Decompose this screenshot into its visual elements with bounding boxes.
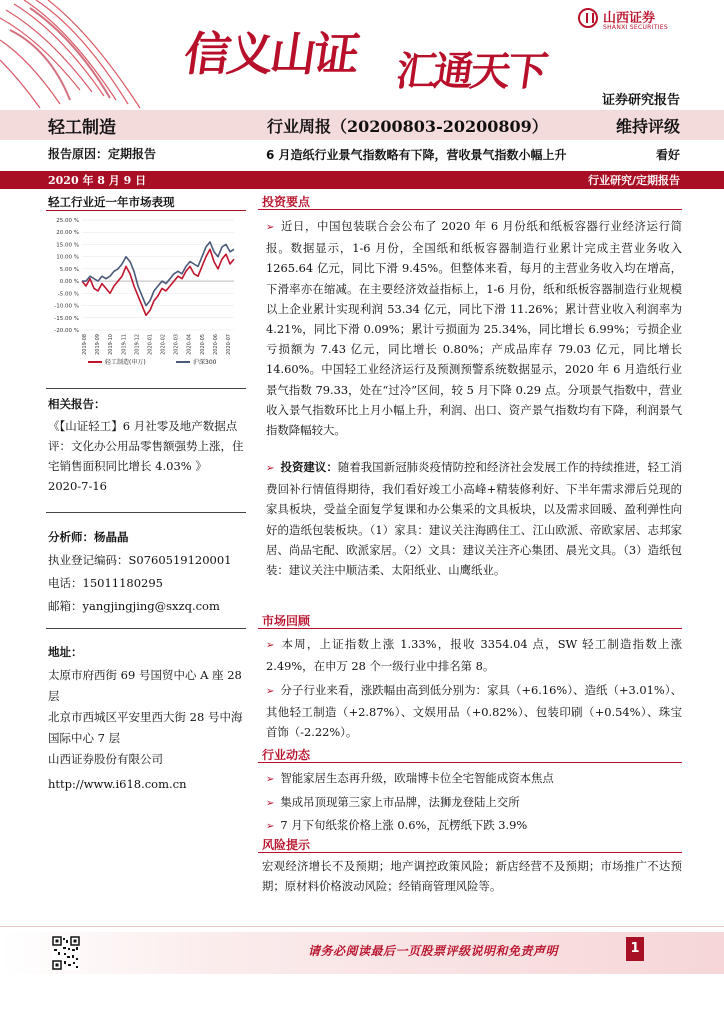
section-dynamics-head: 行业动态 xyxy=(262,748,311,762)
market-text-1: 本周，上证指数上涨 1.33%，报收 3354.04 点，SW 轻工制造指数上涨 2.49%，在申万 28 个一级行业中排名第 8。 xyxy=(266,637,682,674)
chart-x-tick-label: 2020-03 xyxy=(173,334,180,355)
chart-title: 轻工行业近一年市场表现 xyxy=(48,195,175,209)
chart-y-tick-label: -20.00 % xyxy=(54,328,79,334)
slogan-part2: 汇通天下 xyxy=(393,49,548,95)
market-performance-chart xyxy=(46,212,246,372)
invest-text-1: 近日，中国包装联合会公布了 2020 年 6 月份纸和纸板容器行业经济运行简报。数据显示，1-6 月份，全国纸和纸板容器制造行业累计完成主营业务收入 1265.64 亿元，同比下滑 9.45%。但整体来看，每月的主营业务收入均在增高，下滑率亦在缩减。在主要经济效益指标上，1-6 月份，纸和纸板容器制造行业规模以上企业累计实现利润 53.34 亿元，同比下滑 11.26%；累计营业收入利润率为 4.21%，同比下滑 0.09%；累计亏损面为 25.34%，同比增长 6.99%；亏损企业亏损额为 7.43 亿元，同比增长 0.80%；产成品库存 79.03 亿元，同比增长 14.60%。中国轻工业经济运行及预测预警系统数据显示，2020 年 6 月造纸行业景气指数 79.33，处在“过冷”区间，较 5 月下降 0.29 点。分项景气指数中，营业收入景气指数环比上月小幅上升，利润、出口、资产景气指数均有下降，利润景气指数降幅较大。 xyxy=(266,219,682,438)
license-number: 执业登记编码：S0760519120001 xyxy=(48,553,232,567)
report-category: 行业研究/定期报告 xyxy=(587,174,680,187)
page-number: 1 xyxy=(626,937,644,961)
invest-paragraph-1 xyxy=(266,216,682,440)
arrow-bullet-icon: ➢ xyxy=(266,774,275,785)
risk-text: 宏观经济增长不及预期；地产调控政策风险；新店经营不及预期；市场推广不达预期；原材料价格波动风险；经销商管理风险等。 xyxy=(262,859,682,894)
sidebar-rule-2 xyxy=(46,512,246,513)
chart-y-tick-label: 5.00 % xyxy=(59,266,79,273)
chart-x-tick-label: 2019-09 xyxy=(95,334,102,355)
report-title: 行业周报（20200803-20200809） xyxy=(267,117,548,136)
chart-y-tick-label: -5.00 % xyxy=(57,291,79,298)
outlook: 看好 xyxy=(655,148,680,162)
chart-x-tick-label: 2019-11 xyxy=(121,334,128,355)
section-invest-head: 投资要点 xyxy=(262,195,311,209)
related-head: 相关报告： xyxy=(48,397,106,411)
section-invest-rule xyxy=(258,209,682,210)
sector-name: 轻工制造 xyxy=(48,118,116,138)
logo-en-text: SHANXI SECURITIES xyxy=(603,24,668,31)
chart-y-tick-label: -15.00 % xyxy=(54,315,79,322)
market-text-2: 分子行业来看，涨跌幅由高到低分别为：家具（+6.16%）、造纸（+3.01%）、其他轻工制造（+2.87%）、文娱用品（+0.82%）、包装印刷（+0.54%）、珠宝首饰（-2.22%）。 xyxy=(266,683,682,740)
analyst-phone: 电话：15011180295 xyxy=(48,576,163,590)
advice-text: 随着我国新冠肺炎疫情防控和经济社会发展工作的持续推进，轻工消费回补行情值得期待，我们看好竣工小高峰+精装修利好、下半年需求滞后兑现的家具板块，受益全面复学复课和办公集采的文具板块，以及需求回暖、盈利弹性向好的造纸包装板块。（1）家具：建议关注海鸥住工、江山欧派、帝欧家居、志邦家居、尚品宅配、欧派家居。（2）文具：建议关注齐心集团、晨光文具。（3）造纸包装：建议关注中顺洁柔、太阳纸业、山鹰纸业。 xyxy=(266,460,682,578)
chart-title-rule xyxy=(46,210,246,211)
analyst-email[interactable]: 邮箱：yangjingjing@sxzq.com xyxy=(48,599,220,613)
section-market-rule xyxy=(258,628,682,629)
dynamics-item-1[interactable] xyxy=(266,768,682,790)
chart-x-tick-label: 2020-05 xyxy=(199,334,206,355)
report-date: 2020 年 8 月 9 日 xyxy=(48,174,147,187)
address-head: 地址： xyxy=(48,645,83,659)
chart-x-tick-label: 2019-08 xyxy=(82,334,88,355)
report-reason: 报告原因：定期报告 xyxy=(48,147,157,161)
analyst-info xyxy=(48,526,248,618)
address-info xyxy=(48,642,248,795)
company-logo xyxy=(578,6,688,34)
chart-y-tick-label: -10.00 % xyxy=(54,303,79,310)
logo-cn-text: 山西证券 xyxy=(603,11,656,26)
section-dynamics-rule xyxy=(258,762,682,763)
footer-disclaimer: 请务必阅读最后一页股票评级说明和免责声明 xyxy=(308,944,559,958)
report-type: 证券研究报告 xyxy=(601,93,680,108)
chart-x-tick-label: 2020-02 xyxy=(160,334,167,355)
section-market-head: 市场回顾 xyxy=(262,614,311,628)
chart-y-tick-label: 10.00 % xyxy=(56,254,79,261)
chart-x-tick-label: 2020-04 xyxy=(186,334,193,355)
chart-y-tick-label: 15.00 % xyxy=(56,242,79,249)
chart-x-tick-label: 2019-10 xyxy=(108,334,115,355)
header-banner xyxy=(0,0,724,110)
dynamics-item-2[interactable] xyxy=(266,792,682,814)
related-date: 2020-7-16 xyxy=(48,479,107,493)
dynamics-text: 智能家居生态再升级，欧瑞博卡位全宅智能成资本焦点 xyxy=(280,771,554,785)
slogan-part1: 信义山证 xyxy=(180,27,361,81)
arrow-bullet-icon: ➢ xyxy=(266,821,275,832)
arrow-bullet-icon: ➢ xyxy=(266,640,275,651)
chart-x-tick-label: 2020-07 xyxy=(226,334,232,355)
chart-legend-label: 轻工制造(申万) xyxy=(105,359,146,366)
arrow-bullet-icon: ➢ xyxy=(266,463,275,474)
chart-x-tick-label: 2020-06 xyxy=(212,334,219,355)
chart-x-tick-label: 2019-12 xyxy=(134,334,141,355)
address-beijing: 北京市西城区平安里西大街 28 号中海国际中心 7 层 xyxy=(48,710,243,745)
chart-legend-label: 沪深300 xyxy=(193,359,217,366)
related-reports xyxy=(48,394,248,496)
invest-paragraph-2 xyxy=(266,457,682,580)
analyst-head: 分析师：杨晶晶 xyxy=(48,530,129,544)
related-report-link[interactable]: 《【山证轻工】6 月社零及地产数据点评：文化办公用品零售额强势上涨，住宅销售面积同比增长 4.03% 》 xyxy=(48,419,244,473)
advice-label: 投资建议： xyxy=(280,460,338,474)
market-bullet-1 xyxy=(266,634,682,676)
arrow-bullet-icon: ➢ xyxy=(266,798,275,809)
dynamics-text: 7 月下旬纸浆价格上涨 0.6%，瓦楞纸下跌 3.9% xyxy=(280,818,528,832)
dynamics-text: 集成吊顶现第三家上市品牌，法狮龙登陆上交所 xyxy=(280,795,520,809)
company-website[interactable]: http://www.i618.com.cn xyxy=(48,777,187,791)
rating: 维持评级 xyxy=(615,117,680,136)
sidebar-rule-3 xyxy=(46,628,246,629)
section-risk-head: 风险提示 xyxy=(262,838,311,852)
arrow-bullet-icon: ➢ xyxy=(266,686,275,697)
logo-mark-icon xyxy=(578,8,598,28)
footer-rule xyxy=(0,926,724,927)
chart-x-tick-label: 2020-01 xyxy=(147,334,154,355)
chart-y-tick-label: 25.00 % xyxy=(56,218,79,224)
chart-y-tick-label: 0.00 % xyxy=(59,279,79,286)
arrow-bullet-icon: ➢ xyxy=(266,222,275,233)
sidebar-rule-1 xyxy=(46,388,246,389)
company-name: 山西证券股份有限公司 xyxy=(48,752,163,766)
qr-code-icon[interactable] xyxy=(52,936,80,970)
address-taiyuan: 太原市府西街 69 号国贸中心 A 座 28 层 xyxy=(48,668,242,703)
section-risk-rule xyxy=(258,852,682,853)
market-bullet-2 xyxy=(266,680,682,743)
dynamics-item-3[interactable] xyxy=(266,815,682,837)
report-subtitle: 6 月造纸行业景气指数略有下降，营收景气指数小幅上升 xyxy=(266,148,567,162)
chart-y-tick-label: 20.00 % xyxy=(56,230,79,237)
